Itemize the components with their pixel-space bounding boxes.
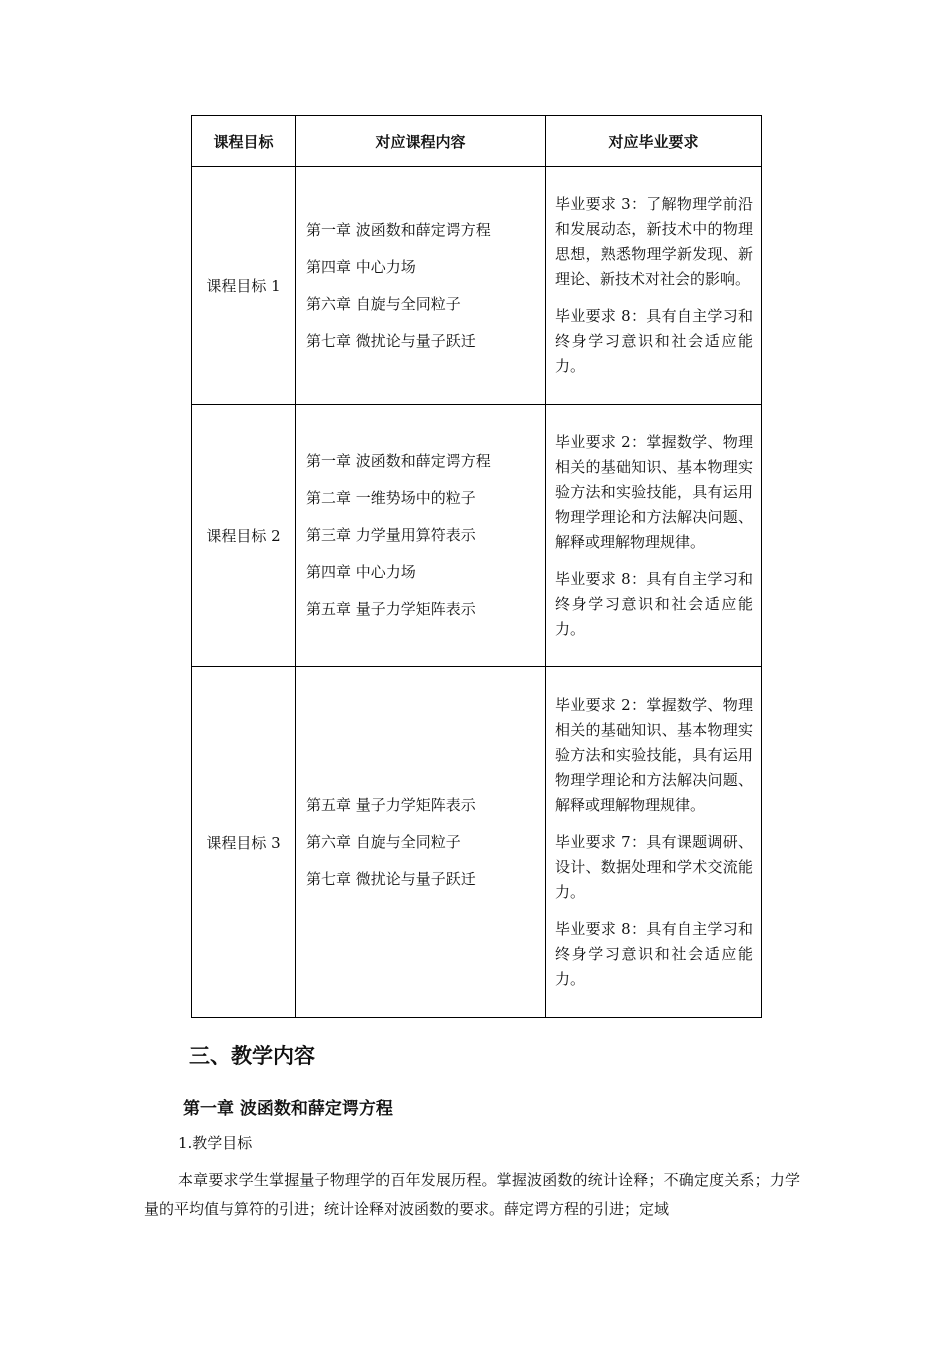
requirement-text: 毕业要求 2：掌握数学、物理相关的基础知识、基本物理实验方法和实验技能，具有运用物理学理论和方法解决问题、解释或理解物理规律。 [555,695,753,814]
header-course-content: 对应课程内容 [296,116,546,167]
requirement-text: 毕业要求 8：具有自主学习和终身学习意识和社会适应能力。 [555,307,753,375]
content-line: 第四章 中心力场 [306,257,416,276]
requirement-text: 毕业要求 3：了解物理学前沿和发展动态，新技术中的物理思想，熟悉物理学新发现、新理论、新技术对社会的影响。 [555,195,753,288]
graduation-requirement-cell [546,405,762,667]
course-content-cell [296,167,546,405]
content-line: 第五章 量子力学矩阵表示 [306,795,476,814]
chapter-title: 第一章 波函数和薛定谔方程 [183,1099,393,1119]
content-line: 第六章 自旋与全同粒子 [306,294,461,313]
course-content-cell [296,667,546,1018]
content-line: 第三章 力学量用算符表示 [306,526,476,544]
table-row [192,405,762,667]
content-line: 第六章 自旋与全同粒子 [306,832,461,851]
content-line: 第五章 量子力学矩阵表示 [306,600,476,618]
course-goal-cell: 课程目标 2 [192,405,296,667]
requirement-text: 毕业要求 8：具有自主学习和终身学习意识和社会适应能力。 [555,919,753,988]
graduation-requirement-cell [546,167,762,405]
course-goal-cell: 课程目标 3 [192,667,296,1018]
header-course-goal: 课程目标 [192,116,296,167]
table-row [192,667,762,1018]
content-line: 第一章 波函数和薛定谔方程 [306,220,491,239]
header-graduation-requirement: 对应毕业要求 [546,116,762,167]
section-title: 三、教学内容 [189,1044,315,1068]
course-goal-cell: 课程目标 1 [192,167,296,405]
table-header-row [192,116,762,167]
course-objectives-table [191,115,762,1018]
requirement-text: 毕业要求 7：具有课题调研、设计、数据处理和学术交流能力。 [555,832,753,901]
content-line: 第七章 微扰论与量子跃迁 [306,331,476,350]
content-line: 第七章 微扰论与量子跃迁 [306,869,476,888]
content-line: 第二章 一维势场中的粒子 [306,489,476,507]
table-row [192,167,762,405]
content-line: 第四章 中心力场 [306,563,416,581]
requirement-text: 毕业要求 2：掌握数学、物理相关的基础知识、基本物理实验方法和实验技能，具有运用物理学理论和方法解决问题、解释或理解物理规律。 [555,432,753,551]
requirement-text: 毕业要求 8：具有自主学习和终身学习意识和社会适应能力。 [555,569,753,638]
course-content-cell [296,405,546,667]
graduation-requirement-cell [546,667,762,1018]
subheading: 1.教学目标 [178,1134,253,1152]
content-line: 第一章 波函数和薛定谔方程 [306,452,491,470]
body-paragraph: 本章要求学生掌握量子物理学的百年发展历程。掌握波函数的统计诠释；不确定度关系；力学量的平均值与算符的引进；统计诠释对波函数的要求。薛定谔方程的引进；定域 [144,1171,800,1218]
